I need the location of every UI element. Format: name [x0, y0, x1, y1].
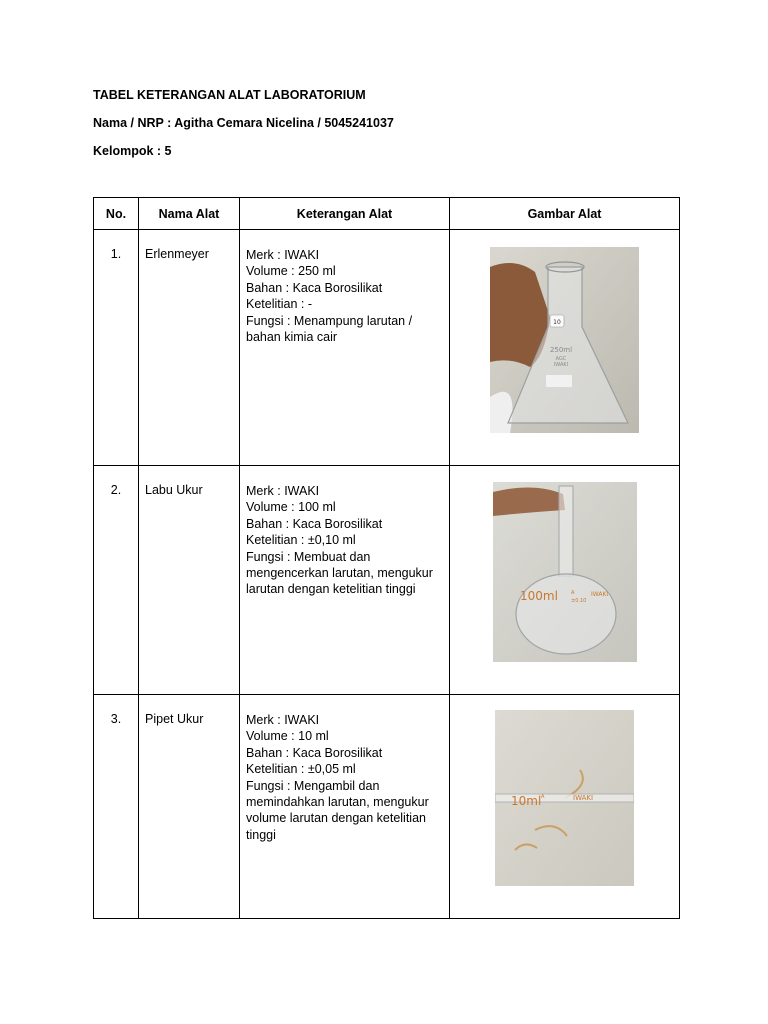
volumetric-flask-photo	[493, 482, 637, 662]
row-number: 3.	[94, 695, 139, 919]
equipment-table	[93, 197, 680, 919]
pipette-volume-marking: 10ml	[511, 794, 542, 808]
desc-volume: Volume : 10 ml	[246, 729, 329, 744]
desc-volume: Volume : 250 ml	[246, 264, 336, 279]
desc-volume: Volume : 100 ml	[246, 500, 336, 515]
equipment-photo-cell	[450, 466, 680, 695]
flask-brand-marking: IWAKI	[553, 362, 569, 368]
flask-tolerance-marking: ±0.10	[570, 598, 586, 604]
equipment-photo-cell	[450, 230, 680, 466]
pipette-class-marking: A	[541, 794, 545, 800]
flask-class-marking: A	[570, 590, 574, 596]
table-row	[94, 695, 680, 919]
equipment-description	[240, 466, 450, 695]
erlenmeyer-flask-photo	[490, 247, 639, 433]
graduated-pipette-photo	[495, 710, 634, 886]
column-header-image: Gambar Alat	[450, 198, 680, 230]
desc-function: Fungsi : Membuat dan mengencerkan larutan, mengukur larutan dengan ketelitian tinggi	[246, 549, 433, 597]
desc-function: Fungsi : Mengambil dan memindahkan larutan, mengukur volume larutan dengan ketelitian tinggi	[246, 778, 429, 842]
desc-accuracy: Ketelitian : ±0,10 ml	[246, 533, 356, 548]
flask-tag-label: 10	[553, 319, 561, 326]
flask-volume-marking: 100ml	[519, 589, 558, 603]
desc-accuracy: Ketelitian : ±0,05 ml	[246, 762, 356, 777]
column-header-description: Keterangan Alat	[240, 198, 450, 230]
flask-maker-marking: AGC	[555, 356, 567, 362]
equipment-name: Erlenmeyer	[139, 230, 240, 466]
table-row	[94, 466, 680, 695]
equipment-name: Pipet Ukur	[139, 695, 240, 919]
table-header-row	[94, 198, 680, 230]
desc-accuracy: Ketelitian : -	[246, 297, 313, 312]
desc-brand: Merk : IWAKI	[246, 484, 320, 498]
equipment-photo-cell	[450, 695, 680, 919]
equipment-description	[240, 695, 450, 919]
desc-material: Bahan : Kaca Borosilikat	[246, 516, 383, 531]
flask-volume-marking: 250ml	[549, 346, 573, 354]
document-title: TABEL KETERANGAN ALAT LABORATORIUM	[93, 88, 366, 102]
row-number: 2.	[94, 466, 139, 695]
row-number: 1.	[94, 230, 139, 466]
flask-brand-marking: IWAKI	[590, 591, 608, 598]
group-label: Kelompok : 5	[93, 144, 172, 158]
desc-function: Fungsi : Menampung larutan / bahan kimia cair	[246, 313, 413, 345]
desc-material: Bahan : Kaca Borosilikat	[246, 745, 383, 760]
column-header-name: Nama Alat	[139, 198, 240, 230]
desc-material: Bahan : Kaca Borosilikat	[246, 280, 383, 295]
pipette-brand-marking: IWAKI	[573, 794, 594, 802]
student-identity: Nama / NRP : Agitha Cemara Nicelina / 5045241037	[93, 116, 394, 130]
equipment-description	[240, 230, 450, 466]
desc-brand: Merk : IWAKI	[246, 713, 320, 727]
desc-brand: Merk : IWAKI	[246, 248, 320, 262]
table-row	[94, 230, 680, 466]
equipment-name: Labu Ukur	[139, 466, 240, 695]
column-header-no: No.	[94, 198, 139, 230]
